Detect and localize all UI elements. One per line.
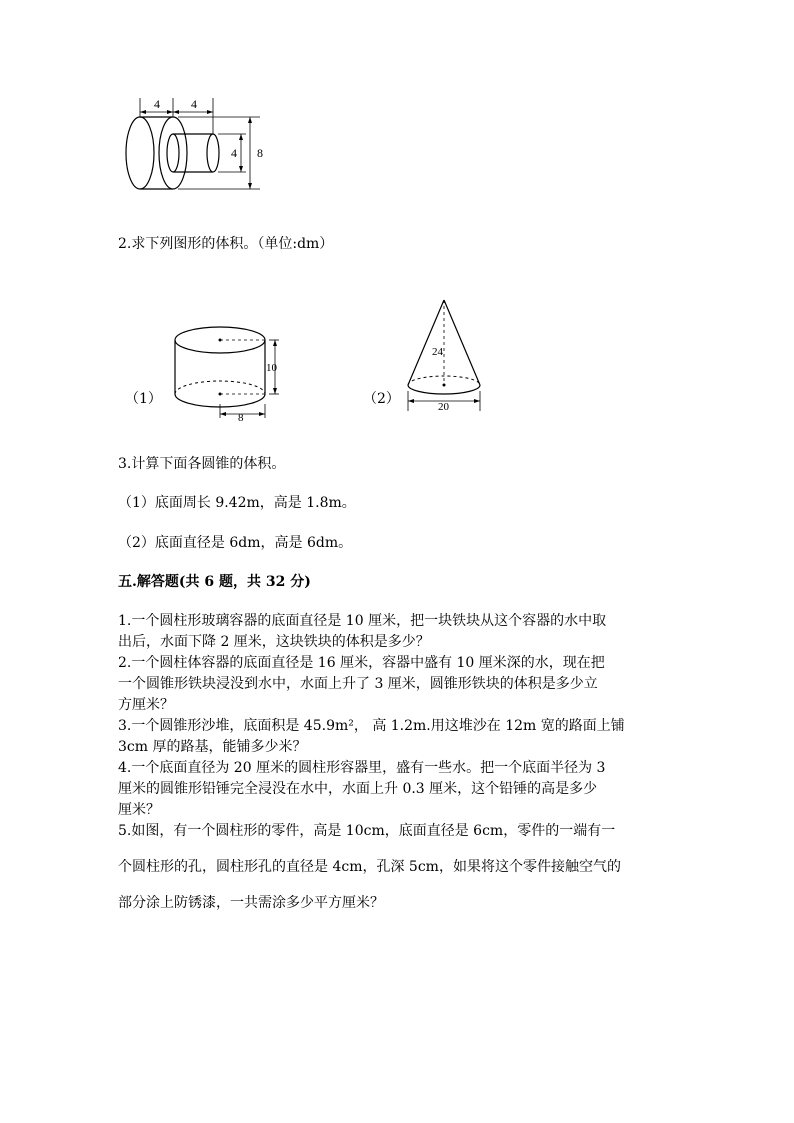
question-line: 厘米？ (118, 802, 160, 818)
cylinder-height-label: 10 (266, 362, 277, 374)
question-line: 5.如图，有一个圆柱形的零件，高是 10cm，底面直径是 6cm，零件的一端有一 (118, 823, 616, 839)
question-line: 4.一个底面直径为 20 厘米的圆柱形容器里，盛有一些水。把一个底面半径为 3 (118, 760, 606, 776)
q3-item: （2）底面直径是 6dm，高是 6dm。 (118, 535, 353, 551)
question-line: 厘米的圆锥形铅锤完全浸没在水中，水面上升 0.3 厘米，这个铅锤的高是多少 (118, 781, 598, 797)
dim-label-top-right: 4 (191, 97, 197, 111)
cone-height-label: 24 (432, 346, 443, 358)
q3-item: （1）底面周长 9.42m，高是 1.8m。 (118, 495, 356, 511)
question-line: 方厘米？ (118, 697, 174, 713)
cylinder-figure (165, 318, 290, 428)
question-line: 3.一个圆锥形沙堆，底面积是 45.9m²， 高 1.2m.用这堆沙在 12m 宽的路面上铺 (118, 718, 625, 734)
dim-label-small-height: 4 (231, 146, 237, 160)
question-line: 3cm 厚的路基，能铺多少米？ (118, 739, 307, 755)
question-line: 2.一个圆柱体容器的底面直径是 16 厘米，容器中盛有 10 厘米深的水，现在把 (118, 655, 605, 671)
q3-title: 3.计算下面各圆锥的体积。 (118, 456, 286, 472)
question-line: 一个圆锥形铁块浸没到水中，水面上升了 3 厘米，圆锥形铁块的体积是多少立 (118, 676, 598, 692)
cone-figure (400, 295, 490, 415)
question-line: 出后，水面下降 2 厘米，这块铁块的体积是多少？ (118, 634, 430, 650)
cylinder-radius-label: 8 (238, 412, 244, 424)
question-line: 1.一个圆柱形玻璃容器的底面直径是 10 厘米，把一块铁块从这个容器的水中取 (118, 613, 607, 629)
fig1-tag: （1） (125, 391, 162, 407)
question-line: 部分涂上防锈漆，一共需涂多少平方厘米？ (118, 895, 384, 911)
dim-label-top-left: 4 (154, 97, 160, 111)
cone-diameter-label: 20 (438, 401, 449, 413)
dim-label-large-height: 8 (257, 146, 263, 160)
section5-heading: 五.解答题(共 6 题，共 32 分) (118, 574, 311, 590)
fig2-tag: （2） (363, 391, 400, 407)
q2-title: 2.求下列图形的体积。（单位:dm） (118, 236, 334, 252)
stepped-cylinder-figure (118, 92, 278, 197)
question-line: 个圆柱形的孔，圆柱形孔的直径是 4cm，孔深 5cm，如果将这个零件接触空气的 (118, 859, 621, 875)
